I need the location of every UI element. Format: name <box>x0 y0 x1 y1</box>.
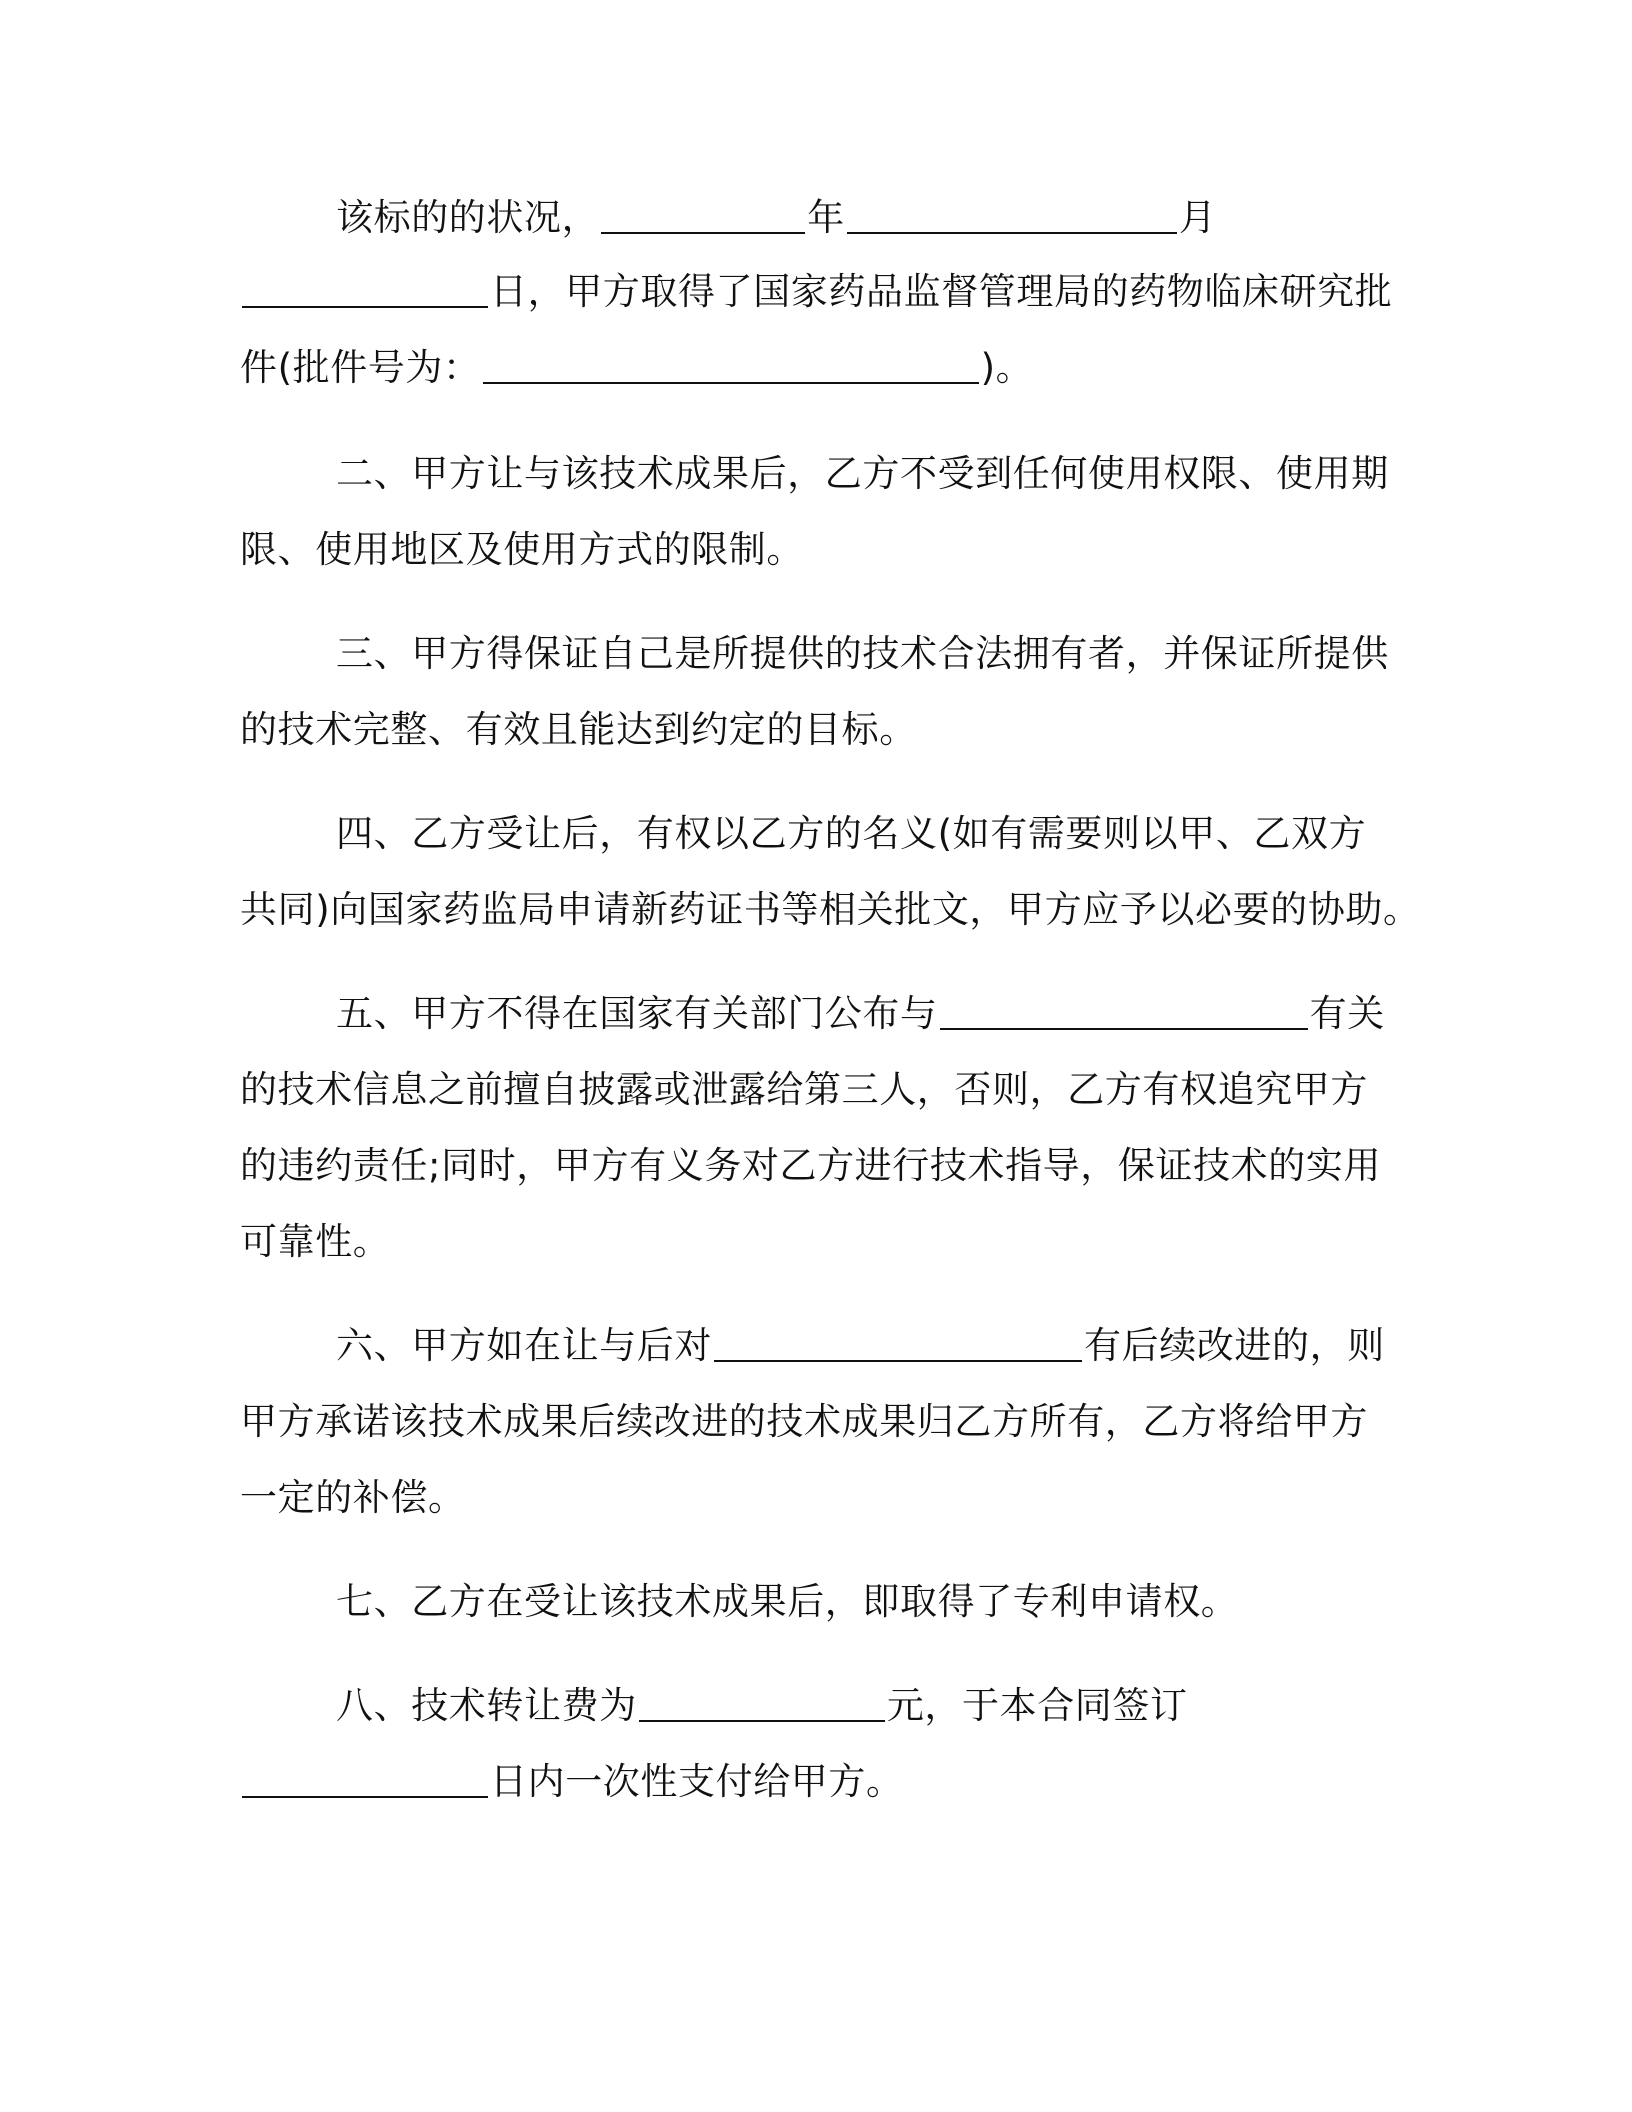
clause-3-line-2: 的技术完整、有效且能达到约定的目标。 <box>240 708 917 751</box>
clause-8-line-2 <box>240 1758 904 1806</box>
blank-field-approval-number <box>483 346 979 384</box>
text: 日内一次性支付给甲方。 <box>490 1760 904 1803</box>
clause-5-line-1 <box>336 990 1385 1038</box>
clause-6-line-1 <box>336 1322 1385 1370</box>
clause-status-line-1 <box>336 194 1216 242</box>
text: 元，于本合同签订 <box>886 1684 1188 1727</box>
blank-field-subject <box>940 992 1308 1030</box>
text: 六、甲方如在让与后对 <box>336 1324 712 1367</box>
blank-field-improvement-subject <box>714 1324 1082 1362</box>
clause-3-line-1: 三、甲方得保证自己是所提供的技术合法拥有者，并保证所提供 <box>336 632 1389 675</box>
text: 日，甲方取得了国家药品监督管理局的药物临床研究批 <box>490 270 1393 313</box>
clause-2-line-1: 二、甲方让与该技术成果后，乙方不受到任何使用权限、使用期 <box>336 452 1389 495</box>
text: 该标的的状况， <box>336 196 600 239</box>
blank-field-year <box>601 196 805 234</box>
text: 有后续改进的，则 <box>1084 1324 1385 1367</box>
clause-6-line-3: 一定的补偿。 <box>240 1476 466 1519</box>
clause-7-line-1: 七、乙方在受让该技术成果后，即取得了专利申请权。 <box>336 1580 1239 1623</box>
text: 月 <box>1178 196 1217 239</box>
blank-field-fee-amount <box>639 1684 885 1722</box>
clause-5-line-4: 可靠性。 <box>240 1220 391 1263</box>
text: 五、甲方不得在国家有关部门公布与 <box>336 992 938 1035</box>
clause-5-line-2: 的技术信息之前擅自披露或泄露给第三人，否则，乙方有权追究甲方 <box>240 1068 1368 1111</box>
blank-field-day <box>242 270 488 308</box>
text: 件(批件号为： <box>240 346 481 389</box>
clause-6-line-2: 甲方承诺该技术成果后续改进的技术成果归乙方所有，乙方将给甲方 <box>240 1400 1368 1443</box>
text: 年 <box>807 196 845 239</box>
clause-2-line-2: 限、使用地区及使用方式的限制。 <box>240 528 804 571</box>
clause-4-line-1: 四、乙方受让后，有权以乙方的名义(如有需要则以甲、乙双方 <box>336 812 1367 855</box>
clause-status-line-2 <box>240 268 1392 316</box>
clause-5-line-3: 的违约责任;同时，甲方有义务对乙方进行技术指导，保证技术的实用 <box>240 1144 1382 1187</box>
clause-8-line-1 <box>336 1682 1188 1730</box>
text: 有关 <box>1309 992 1385 1035</box>
blank-field-month <box>847 196 1177 234</box>
blank-field-payment-days <box>242 1760 488 1798</box>
text: 八、技术转让费为 <box>336 1684 637 1727</box>
document-page <box>240 0 1421 2112</box>
text: )。 <box>980 346 1034 389</box>
clause-4-line-2: 共同)向国家药监局申请新药证书等相关批文，甲方应予以必要的协助。 <box>240 888 1421 931</box>
clause-status-line-3 <box>240 344 1033 392</box>
